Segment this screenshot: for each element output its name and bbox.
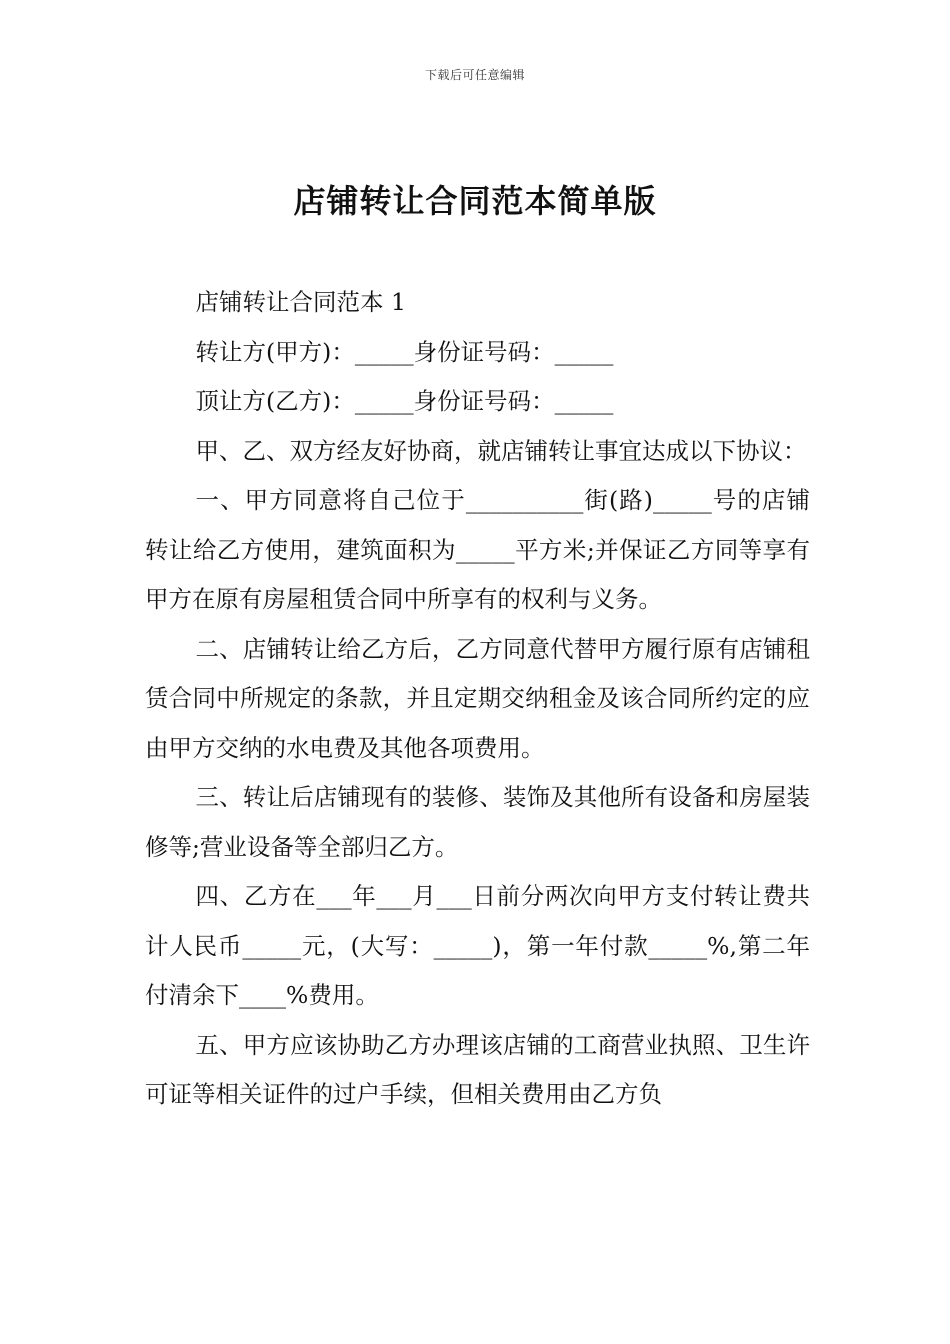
section-heading: 店铺转让合同范本 1 [195,288,406,316]
document-title: 店铺转让合同范本简单版 [293,182,657,220]
document-body [145,278,810,1120]
clause-3-paragraph: 三、转让后店铺现有的装修、装饰及其他所有设备和房屋装修等;营业设备等全部归乙方。 [145,783,810,861]
clause-4-paragraph: 四、乙方在___年___月___日前分两次向甲方支付转让费共计人民币_____元，(大写：_____)，第一年付款_____%,第二年付清余下____%费用。 [145,882,810,1009]
transferor-line: 转让方(甲方)：_____身份证号码：_____ [195,337,614,366]
transferee-line: 顶让方(乙方)：_____身份证号码：_____ [195,387,614,415]
clause-1-paragraph: 一、甲方同意将自己位于__________街(路)_____号的店铺转让给乙方使用，建筑面积为_____平方米;并保证乙方同等享有甲方在原有房屋租赁合同中所享有的权利与义务。 [145,486,810,613]
agreement-intro-paragraph: 甲、乙、双方经友好协商，就店铺转让事宜达成以下协议： [195,436,807,465]
clause-2-paragraph: 二、店铺转让给乙方后，乙方同意代替甲方履行原有店铺租赁合同中所规定的条款，并且定期交纳租金及该合同所约定的应由甲方交纳的水电费及其他各项费用。 [145,634,810,762]
header-note: 下载后可任意编辑 [424,68,525,82]
clause-5-paragraph: 五、甲方应该协助乙方办理该店铺的工商营业执照、卫生许可证等相关证件的过户手续，但相关费用由乙方负 [145,1030,810,1108]
